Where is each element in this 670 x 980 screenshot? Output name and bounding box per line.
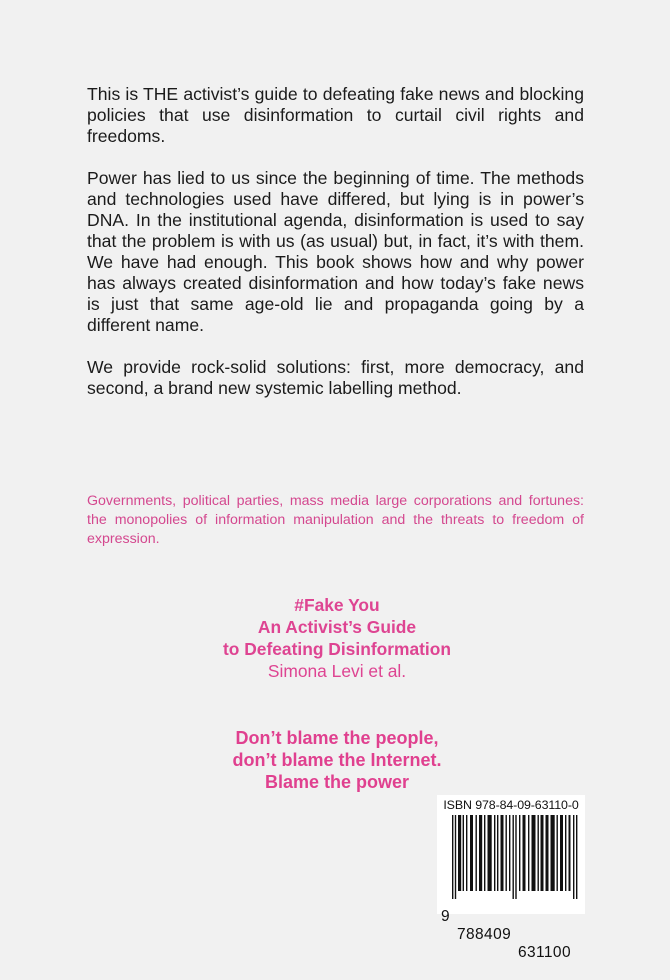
isbn-label: ISBN 978-84-09-63110-0	[443, 798, 579, 812]
title-block	[135, 594, 539, 682]
blurb	[87, 84, 584, 420]
blurb-paragraph-1: This is THE activist’s guide to defeating fake news and blocking policies that use disinformation to curtail civil rights and freedoms.	[87, 84, 584, 146]
slogan	[135, 727, 539, 793]
barcode-group-2: 631100	[518, 944, 571, 961]
slogan-line-1: Don’t blame the people,	[235, 728, 439, 748]
barcode-digits	[441, 890, 585, 980]
barcode-icon	[452, 815, 578, 899]
tagline: Governments, political parties, mass media large corporations and fortunes: the monopolies of information manipulation and the threats to freedom of expression.	[87, 493, 584, 547]
book-title-line-1: #Fake You	[294, 595, 380, 615]
isbn-barcode-box	[437, 795, 585, 961]
book-author: Simona Levi et al.	[267, 661, 407, 681]
barcode-group-1: 788409	[457, 926, 512, 943]
slogan-line-2: don’t blame the Internet.	[232, 750, 442, 770]
book-title-line-3: to Defeating Disinformation	[222, 639, 451, 659]
slogan-line-3: Blame the power	[264, 772, 410, 792]
book-title-line-2: An Activist’s Guide	[257, 617, 417, 637]
barcode-first-digit: 9	[441, 908, 450, 925]
blurb-paragraph-2: Power has lied to us since the beginning of time. The methods and technologies used have differed, but lying is in power’s DNA. In the institutional agenda, disinformation is used to say that the problem is with us (as usual) but, in fact, it’s with them. We have had enough. This book shows how and why power has always created disinformation and how today’s fake news is just that same age-old lie and propaganda going by a different name.	[87, 168, 584, 335]
blurb-paragraph-3: We provide rock-solid solutions: first, more democracy, and second, a brand new systemic labelling method.	[87, 357, 584, 398]
